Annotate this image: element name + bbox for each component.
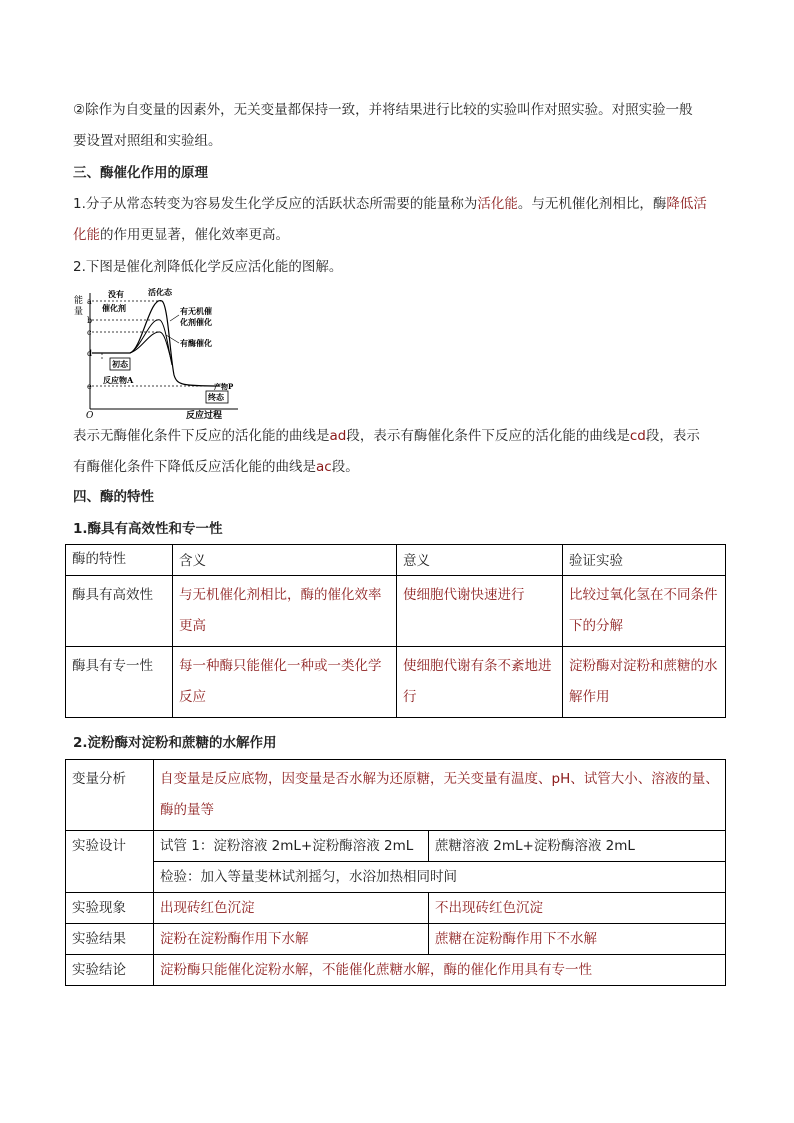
row-label-result: 实验结果 — [66, 924, 154, 955]
level-d: d — [87, 349, 93, 358]
para1-line1: ②除作为自变量的因素外，无关变量都保持一致，并将结果进行比较的实验叫作对照实验。对照实验一般 — [73, 102, 693, 118]
x-axis-label: 反应过程 — [186, 411, 223, 421]
table-header: 验证实验 — [563, 545, 726, 576]
origin-label: O — [86, 411, 94, 421]
table-row: 实验结果 淀粉在淀粉酶作用下水解 蔗糖在淀粉酶作用下不水解 — [66, 924, 726, 955]
segment-cd: cd — [629, 428, 646, 444]
para-activation-energy: 1.分子从常态转变为容易发生化学反应的活跃状态所需要的能量称为活化能。与无机催化剂相比，酶降低活 化能的作用更显著，催化效率更高。 — [73, 196, 707, 243]
svg-text:初态: 初态 — [112, 359, 128, 369]
svg-text:没有: 没有 — [108, 289, 124, 299]
subheading-efficiency-specificity: 1.酶具有高效性和专一性 — [73, 521, 223, 537]
level-a: a — [87, 297, 92, 306]
activation-energy-diagram — [70, 285, 245, 425]
para-control-experiment — [73, 95, 728, 157]
para-curve-description: 表示无酶催化条件下反应的活化能的曲线是ad段，表示有酶催化条件下反应的活化能的曲线是cd段，表示 有酶催化条件下降低反应活化能的曲线是ac段。 — [73, 428, 700, 475]
svg-text:有无机催: 有无机催 — [180, 306, 212, 316]
experiment-table — [65, 759, 726, 986]
svg-text:有酶催化: 有酶催化 — [180, 338, 212, 348]
table-header: 含义 — [173, 545, 397, 576]
svg-text:量: 量 — [74, 307, 84, 317]
row-label-design: 实验设计 — [66, 831, 154, 893]
design-tube-1: 试管 1：淀粉溶液 2mL+淀粉酶溶液 2mL — [154, 831, 429, 862]
variables-analysis: 自变量是反应底物，因变量是否水解为还原糖，无关变量有温度、pH、试管大小、溶液的量、酶的量等 — [154, 760, 726, 831]
level-b: b — [87, 316, 93, 325]
svg-text:产物P: 产物P — [214, 382, 234, 391]
row-label-variables: 变量分析 — [66, 760, 154, 831]
para-diagram-intro: 2.下图是催化剂降低化学反应活化能的图解。 — [73, 259, 343, 275]
heading-enzyme-principle: 三、酶催化作用的原理 — [73, 165, 208, 181]
segment-ac: ac — [316, 459, 332, 475]
enzyme-properties-table — [65, 544, 726, 718]
table-row — [66, 862, 726, 893]
table-row: 实验现象 出现砖红色沉淀 不出现砖红色沉淀 — [66, 893, 726, 924]
svg-text:反应物A: 反应物A — [103, 375, 134, 385]
row-label-conclusion: 实验结论 — [66, 955, 154, 986]
table-row: 酶具有专一性 每一种酶只能催化一种或一类化学反应 使细胞代谢有条不紊地进行 淀粉酶对淀粉和蔗糖的水解作用 — [66, 647, 726, 718]
term-lower-activation: 降低活 — [666, 196, 707, 212]
level-e: e — [87, 382, 92, 391]
svg-text:终态: 终态 — [208, 392, 224, 402]
level-c: c — [87, 328, 92, 337]
para1-line2: 要设置对照组和实验组。 — [73, 133, 222, 149]
subheading-starch-sucrose: 2.淀粉酶对淀粉和蔗糖的水解作用 — [73, 735, 277, 751]
table-row — [66, 760, 726, 831]
table-row: 实验结论 淀粉酶只能催化淀粉水解，不能催化蔗糖水解，酶的催化作用具有专一性 — [66, 955, 726, 986]
design-check: 检验：加入等量斐林试剂摇匀，水浴加热相同时间 — [154, 862, 726, 893]
y-axis-label: 能 — [74, 296, 84, 306]
table-row: 酶具有高效性 与无机催化剂相比，酶的催化效率更高 使细胞代谢快速进行 比较过氧化氢在不同条件下的分解 — [66, 576, 726, 647]
svg-text:催化剂: 催化剂 — [102, 303, 126, 313]
svg-text:化剂催化: 化剂催化 — [180, 317, 212, 327]
curve-inorganic-catalyst — [130, 320, 172, 365]
term-activation-energy: 活化能 — [477, 196, 518, 212]
segment-ad: ad — [329, 428, 347, 444]
table-header: 酶的特性 — [66, 545, 173, 576]
table-row — [66, 831, 726, 862]
svg-text:活化态: 活化态 — [148, 287, 172, 297]
table-header-row — [66, 545, 726, 576]
table-header: 意义 — [397, 545, 563, 576]
heading-enzyme-properties: 四、酶的特性 — [73, 489, 154, 505]
row-label-phenomenon: 实验现象 — [66, 893, 154, 924]
design-tube-2: 蔗糖溶液 2mL+淀粉酶溶液 2mL — [429, 831, 726, 862]
